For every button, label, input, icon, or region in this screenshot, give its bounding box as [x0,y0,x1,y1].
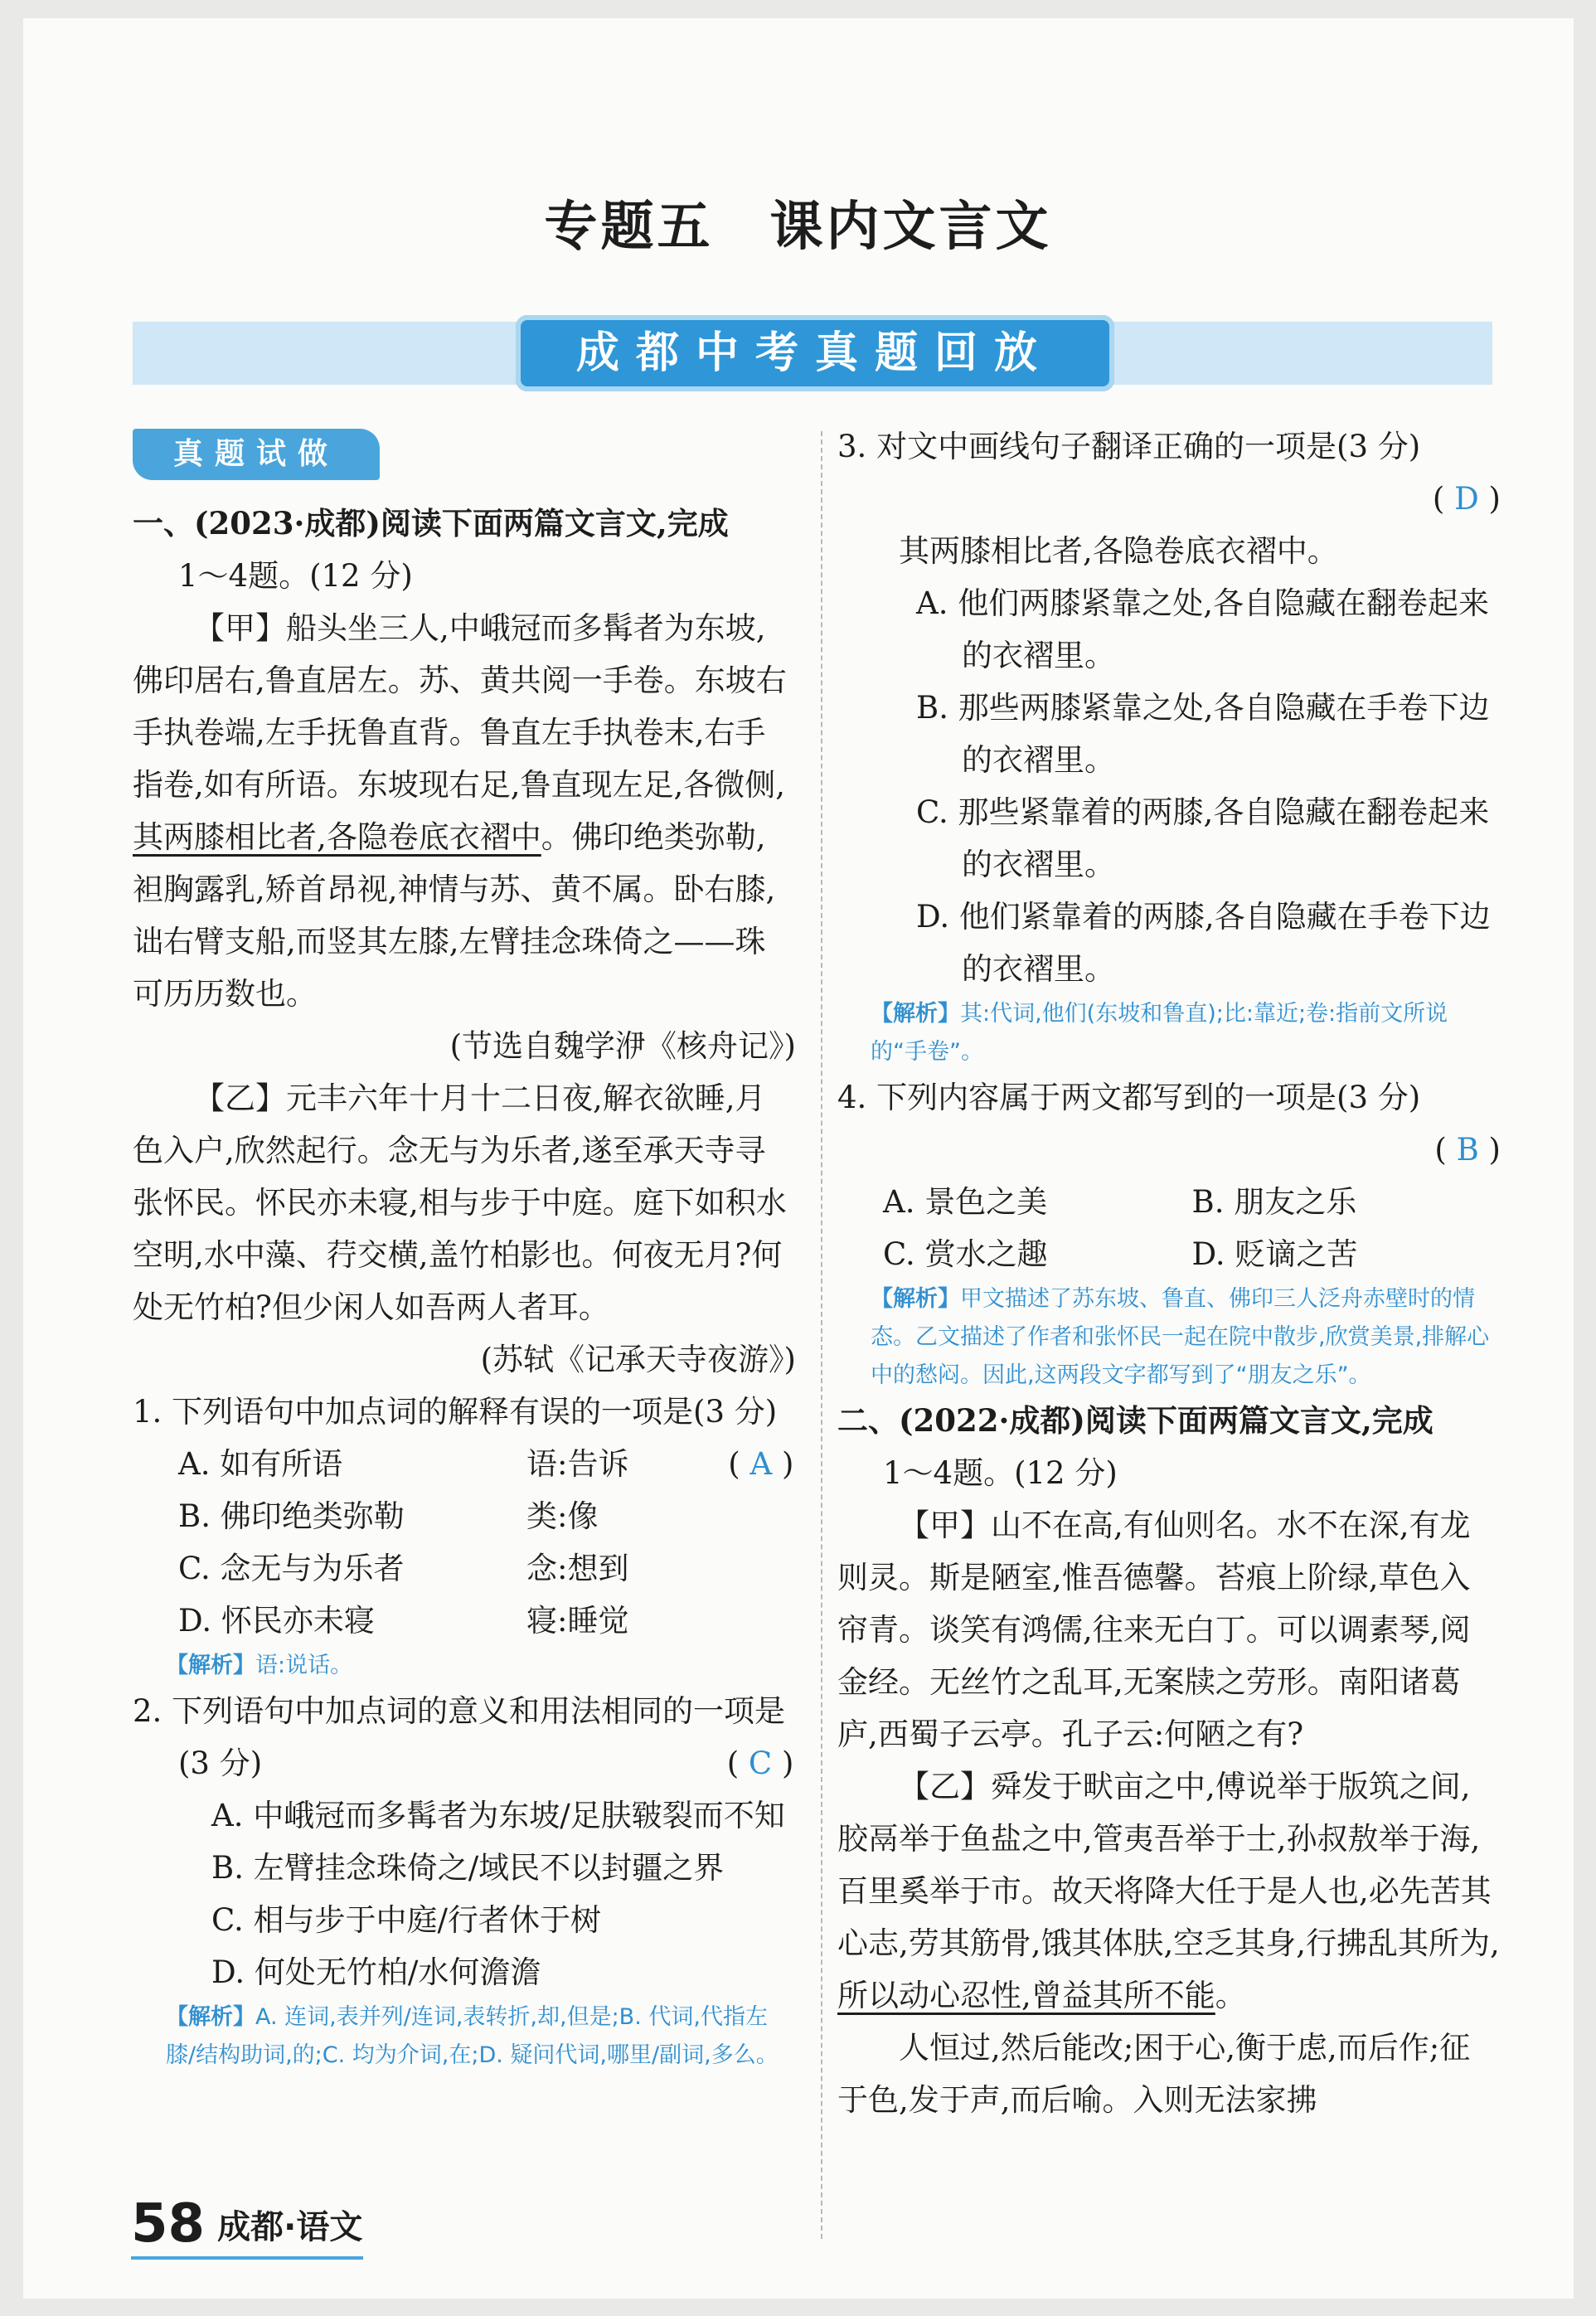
passage-jia-text-1: 【甲】船头坐三人,中峨冠而多髯者为东坡,佛印居右,鲁直居左。苏、黄共阅一手卷。东坡右手执卷端,左手抚鲁直背。鲁直左手执卷末,右手指卷,如有所语。东坡现右足,鲁直现左足,各微侧, [133,610,787,803]
analysis-label: 【解析】 [166,2004,255,2030]
footer-label: 成都·语文 [217,2207,363,2246]
q1-option-c [133,1542,796,1595]
section-tag: 真题试做 [133,429,380,480]
option-text: A. 如有所语 [178,1446,343,1482]
underlined-sentence: 其两膝相比者,各隐卷底衣褶中 [133,819,541,855]
q1-option-b [133,1490,796,1542]
q2-option-d: D. 何处无竹柏/水何澹澹 [211,1954,541,1990]
question-2-text: 2. 下列语句中加点词的意义和用法相同的一项是(3 分) [133,1693,786,1781]
page-number: 58 [131,2193,206,2255]
question-3-answer: ( D ) [1433,481,1501,517]
q4-option-c: C. 赏水之趣 [883,1236,1048,1272]
q4-analysis [837,1280,1501,1395]
question-2 [133,1685,796,1789]
option-text: C. 念无与为乐者 [178,1551,405,1586]
passage2-yi-text-1: 【乙】舜发于畎亩之中,傅说举于版筑之间,胶鬲举于鱼盐之中,管夷吾举于士,孙叔敖举于海,百里奚举于市。故天将降大任于是人也,必先苦其心志,劳其筋骨,饿其体肤,空乏其身,行拂乱其所为, [837,1769,1500,1961]
left-column [133,498,796,2075]
analysis-text: 甲文描述了苏东坡、鲁直、佛印三人泛舟赤壁时的情态。乙文描述了作者和张怀民一起在院中散步,欣赏美景,排解心中的愁闷。因此,这两段文字都写到了“朋友之乐”。 [871,1286,1490,1388]
question-3 [837,420,1501,473]
q4-option-d: D. 贬谪之苦 [1191,1236,1358,1272]
q1-analysis [133,1647,796,1685]
underlined-sentence-2: 所以动心忍性,曾益其所不能 [837,1978,1215,2013]
q2-option-c: C. 相与步于中庭/行者休于树 [211,1902,601,1938]
passage-jia [133,602,796,1020]
question-3-answer-row [837,473,1501,525]
q3-option-a: A. 他们两膝紧靠之处,各自隐藏在翻卷起来的衣褶里。 [916,585,1490,673]
section-banner: 成都中考真题回放 [516,315,1114,391]
column-divider [821,431,822,2239]
q4-option-b: B. 朋友之乐 [1191,1184,1357,1220]
passage2-yi-text-2: 。 [1215,1978,1246,2013]
q2-option-a: A. 中峨冠而多髯者为东坡/足肤皲裂而不知 [211,1798,785,1833]
question-1-answer: ( A ) [774,1438,796,1490]
q3-option-d: D. 他们紧靠着的两膝,各自隐藏在手卷下边的衣褶里。 [916,899,1491,987]
passage2-yi-cont: 人恒过,然后能改;困于心,衡于虑,而后作;征于色,发于声,而后喻。入则无法家拂 [837,2030,1471,2118]
analysis-label: 【解析】 [166,1653,255,1678]
q3-option-b: B. 那些两膝紧靠之处,各自隐藏在手卷下边的衣褶里。 [916,690,1490,778]
q4-options-row-2 [837,1228,1501,1280]
question-4-text: 4. 下列内容属于两文都写到的一项是(3 分) [837,1080,1421,1115]
section1-header: 一、(2023·成都)阅读下面两篇文言文,完成 [133,505,729,541]
analysis-text: 语:说话。 [255,1653,353,1678]
option-text: B. 佛印绝类弥勒 [178,1498,405,1534]
section2-sub: 1～4题。(12 分) [883,1455,1118,1491]
passage-jia-text-2: 。佛印绝类弥勒,袒胸露乳,矫首昂视,神情与苏、黄不属。卧右膝,诎右臂支船,而竖其左膝,左臂挂念珠倚之——珠可历历数也。 [133,819,776,1012]
right-column [837,420,1501,2126]
passage-yi: 【乙】元丰六年十月十二日夜,解衣欲睡,月色入户,欣然起行。念无与为乐者,遂至承天寺寻张怀民。怀民亦未寝,相与步于中庭。庭下如积水空明,水中藻、荇交横,盖竹柏影也。何夜无月?何处无竹柏?但少闲人如吾两人者耳。 [133,1080,787,1325]
passage-yi-source: (苏轼《记承天寺夜游》) [480,1342,796,1377]
page-title: 专题五 课内文言文 [544,196,1052,258]
page-footer [131,2193,362,2255]
footer-underline [131,2256,363,2260]
question-4 [837,1071,1501,1124]
option-gloss: 语:告诉 [526,1446,629,1482]
section2-header: 二、(2022·成都)阅读下面两篇文言文,完成 [837,1402,1433,1439]
q4-options-row-1 [837,1176,1501,1228]
question-4-answer-row [837,1124,1501,1176]
analysis-text: 其:代词,他们(东坡和鲁直);比:靠近;卷:指前文所说的“手卷”。 [871,1001,1448,1065]
q2-analysis [133,1998,796,2075]
question-3-text: 3. 对文中画线句子翻译正确的一项是(3 分) [837,429,1421,464]
question-1-text: 1. 下列语句中加点词的解释有误的一项是(3 分) [133,1394,778,1430]
passage-jia-source: (节选自魏学洢《核舟记》) [449,1028,796,1064]
option-gloss: 类:像 [526,1498,599,1534]
q3-quote: 其两膝相比者,各隐卷底衣褶中。 [899,533,1338,569]
question-4-answer: ( B ) [1434,1132,1501,1168]
analysis-text: A. 连词,表并列/连词,表转折,却,但是;B. 代词,代指左膝/结构助词,的;C. 均为介词,在;D. 疑问代词,哪里/副词,多么。 [166,2004,779,2068]
q4-option-a: A. 景色之美 [883,1184,1048,1220]
question-2-answer: ( C ) [773,1737,796,1789]
option-gloss: 寝:睡觉 [526,1603,629,1639]
section1-sub: 1～4题。(12 分) [178,558,413,594]
q1-option-a [133,1438,774,1490]
option-text: D. 怀民亦未寝 [178,1603,375,1639]
analysis-label: 【解析】 [871,1286,960,1312]
passage2-jia: 【甲】山不在高,有仙则名。水不在深,有龙则灵。斯是陋室,惟吾德馨。苔痕上阶绿,草色入帘青。谈笑有鸿儒,往来无白丁。可以调素琴,阅金经。无丝竹之乱耳,无案牍之劳形。南阳诸葛庐,西蜀子云亭。孔子云:何陋之有? [837,1508,1471,1752]
passage2-yi [837,1760,1501,2022]
analysis-label: 【解析】 [871,1001,960,1027]
q1-option-d [133,1595,796,1647]
q2-option-b: B. 左臂挂念珠倚之/域民不以封疆之界 [211,1850,725,1886]
q3-option-c: C. 那些紧靠着的两膝,各自隐藏在翻卷起来的衣褶里。 [916,794,1490,882]
q3-analysis [837,995,1501,1071]
option-gloss: 念:想到 [526,1551,629,1586]
